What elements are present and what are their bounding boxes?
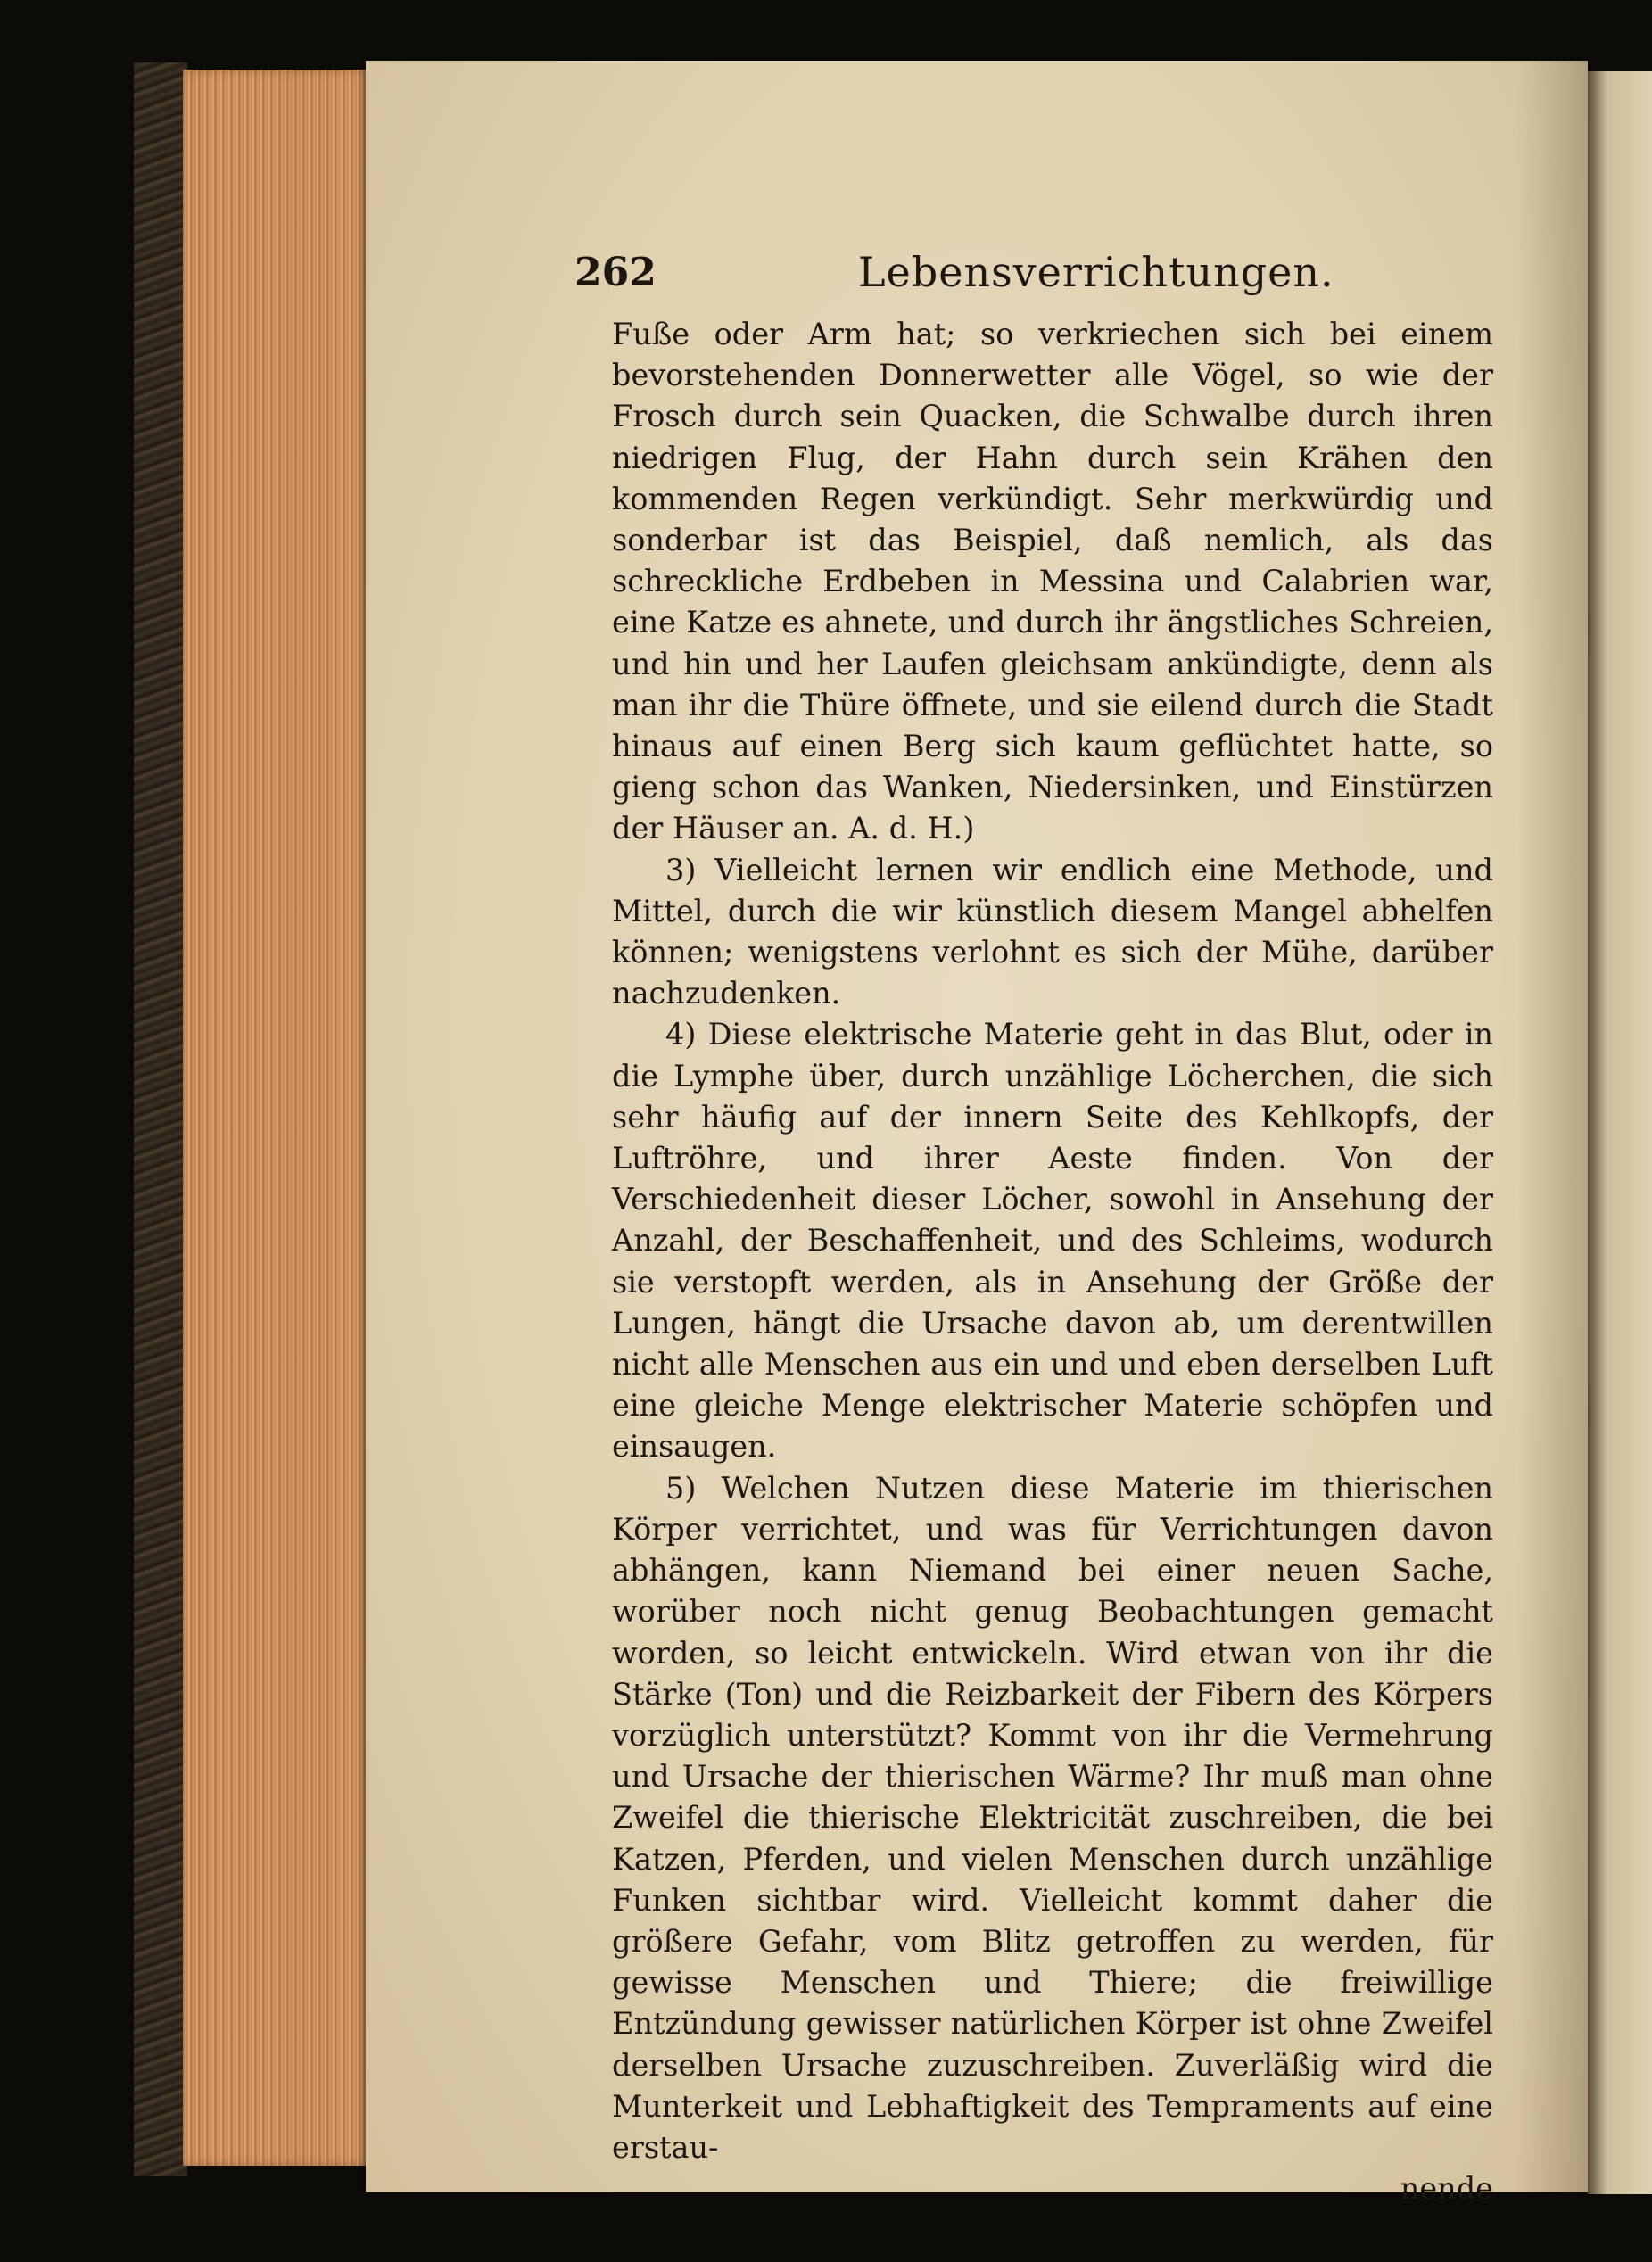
page-block-edges bbox=[183, 70, 370, 2166]
book-cover-edge bbox=[134, 62, 187, 2176]
page-number: 262 bbox=[574, 250, 657, 295]
paragraph-continued: Fuße oder Arm hat; so verkriechen sich bei einem bevorstehenden Donnerwetter alle Vögel, so wie der Frosch durch sein Quacken, die Schwalbe durch ihren niedrigen Flug, der Hahn durch sein Krähen den kommenden Regen verkündigt. Sehr merkwürdig und sonderbar ist das Beispiel, daß nemlich, als das schreckliche Erdbeben in Messina und Calabrien war, eine Katze es ahnete, und durch ihr ängstliches Schreien, und hin und her Laufen gleichsam ankündigte, denn als man ihr die Thüre öffnete, und sie eilend durch die Stadt hinaus auf einen Berg sich kaum geflüchtet hatte, so gieng schon das Wanken, Niedersinken, und Einstürzen der Häuser an. A. d. H.) bbox=[612, 317, 1493, 846]
gutter-shadow bbox=[1516, 61, 1588, 2192]
running-title: Lebensverrichtungen. bbox=[858, 248, 1334, 296]
paragraph-note-4: 4) Diese elektrische Materie geht in das Blut, oder in die Lymphe über, durch unzählige Löcherchen, die sich sehr häufig auf der innern Seite des Kehlkopfs, der Luftröhre, und ihrer Aeste finden. Von der Verschiedenheit dieser Löcher, sowohl in Ansehung der Anzahl, der Beschaffenheit, und des Schleims, wodurch sie verstopft werden, als in Ansehung der Größe der Lungen, hängt die Ursache davon ab, um derentwillen nicht alle Menschen aus ein und und eben derselben Luft eine gleiche Menge elektrischer Materie schöpfen und einsaugen. bbox=[612, 1017, 1493, 1465]
page-header bbox=[574, 241, 1493, 312]
paragraph-note-3: 3) Vielleicht lernen wir endlich eine Methode, und Mittel, durch die wir künstlich diesem Mangel abhelfen können; wenigstens verlohnt es sich der Mühe, darüber nachzudenken. bbox=[612, 852, 1493, 1011]
paragraph-note-5: 5) Welchen Nutzen diese Materie im thierischen Körper verrichtet, und was für Verrichtungen davon abhängen, kann Niemand bei einer neuen Sache, worüber noch nicht genug Beobachtungen gemacht worden, so leicht entwickeln. Wird etwan von ihr die Stärke (Ton) und die Reizbarkeit der Fibern des Körpers vorzüglich unterstützt? Kommt von ihr die Vermehrung und Ursache der thierischen Wärme? Ihr muß man ohne Zweifel die thierische Elektricität zuschreiben, die bei Katzen, Pferden, und vielen Menschen durch unzählige Funken sichtbar wird. Vielleicht kommt daher die größere Gefahr, vom Blitz getroffen zu werden, für gewisse Menschen und Thiere; die freiwillige Entzündung gewisser natürlichen Körper ist ohne Zweifel derselben Ursache zuzuschreiben. Zuverläßig wird die Munterkeit und Lebhaftigkeit des Tempraments auf eine erstau- bbox=[612, 1470, 1493, 2165]
facing-page-edge bbox=[1588, 71, 1652, 2194]
catchword: nende bbox=[1400, 2171, 1493, 2207]
page-text bbox=[574, 241, 1493, 2209]
